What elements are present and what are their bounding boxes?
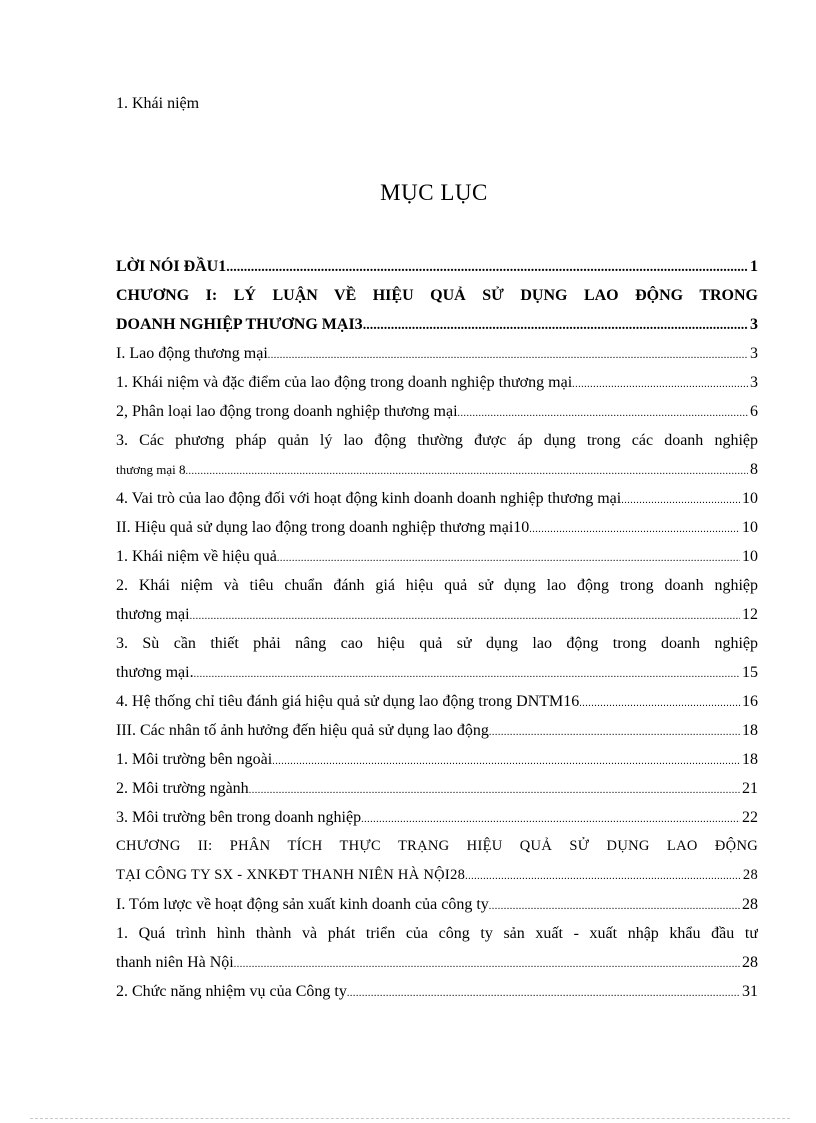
toc-entry[interactable]	[116, 977, 758, 1006]
toc-entry-page: 10	[742, 490, 758, 507]
toc-entry-text: CHƯƠNG II: PHÂN TÍCH THỰC TRẠNG HIỆU QUẢ SỬ DỤNG LAO ĐỘNG	[116, 838, 758, 854]
page-bottom-divider	[30, 1118, 790, 1119]
toc-entry[interactable]	[116, 310, 758, 339]
toc-entry-text: 4. Vai trò của lao động đối với hoạt động kinh doanh doanh nghiệp thương mại	[116, 490, 622, 507]
leader-dots	[489, 892, 740, 919]
toc-entry-page: 3	[750, 374, 758, 391]
toc-entry-text: 1. Quá trình hình thành và phát triển của công ty sản xuất - xuất nhập khẩu đầu tư	[116, 925, 758, 942]
leader-dots	[489, 718, 740, 745]
toc-entry-text: thương mại 8	[116, 462, 186, 477]
toc-entry-text: thanh niên Hà Nội	[116, 954, 234, 971]
toc-entry[interactable]	[116, 542, 758, 571]
toc-entry-text: 2. Môi trường ngành	[116, 780, 249, 797]
toc-entry-page: 28	[742, 954, 758, 971]
toc-entry-text: DOANH NGHIỆP THƯƠNG MẠI3	[116, 316, 363, 333]
leader-dots	[361, 805, 740, 832]
toc-entry[interactable]	[116, 571, 758, 600]
toc-entry-text: I. Lao động thương mại	[116, 345, 268, 362]
leader-dots	[249, 776, 740, 803]
toc-entry[interactable]	[116, 890, 758, 919]
leader-dots	[186, 457, 748, 484]
toc-entry-page: 22	[742, 809, 758, 826]
leader-dots	[347, 979, 740, 1006]
toc-entry[interactable]	[116, 455, 758, 484]
toc-entry-page: 31	[742, 983, 758, 1000]
toc-entry-text: 2. Khái niệm và tiêu chuẩn đánh giá hiệu quả sử dụng lao động trong doanh nghiệp	[116, 577, 758, 594]
toc-entry-page: 18	[742, 751, 758, 768]
toc-entry[interactable]	[116, 368, 758, 397]
leader-dots	[277, 544, 740, 571]
leader-dots	[268, 341, 748, 368]
leader-dots	[465, 862, 741, 890]
toc-entry-page: 1	[750, 258, 758, 275]
leader-dots	[572, 370, 748, 397]
toc-entry[interactable]	[116, 832, 758, 861]
toc-entry-page: 3	[750, 316, 758, 333]
toc-entry-text: 2. Chức năng nhiệm vụ của Công ty	[116, 983, 347, 1000]
toc-entry-text: III. Các nhân tố ảnh hưởng đến hiệu quả sử dụng lao động	[116, 722, 489, 739]
toc-entry[interactable]	[116, 629, 758, 658]
toc-entry[interactable]	[116, 919, 758, 948]
toc-entry-page: 28	[742, 867, 758, 883]
toc-entry-text: II. Hiệu quả sử dụng lao động trong doanh nghiệp thương mại10	[116, 519, 530, 536]
leader-dots	[226, 253, 748, 281]
toc-entry-page: 16	[742, 693, 758, 710]
leader-dots	[621, 486, 740, 513]
toc-entry-text: TẠI CÔNG TY SX - XNKĐT THANH NIÊN HÀ NỘI28	[116, 867, 466, 883]
toc-entry[interactable]	[116, 861, 758, 890]
toc-entry[interactable]	[116, 513, 758, 542]
toc-entry[interactable]	[116, 397, 758, 426]
leader-dots	[529, 515, 740, 542]
toc-entry-text: 3. Các phương pháp quản lý lao động thường được áp dụng trong các doanh nghiệp	[116, 432, 758, 449]
table-of-contents	[116, 252, 758, 1006]
toc-entry-page: 8	[750, 461, 758, 478]
toc-entry-page: 21	[742, 780, 758, 797]
toc-entry[interactable]	[116, 716, 758, 745]
toc-entry-text: I. Tóm lược về hoạt động sản xuất kinh doanh của công ty	[116, 896, 489, 913]
pre-heading: 1. Khái niệm	[116, 95, 200, 112]
toc-entry-page: 12	[742, 606, 758, 623]
toc-entry[interactable]	[116, 948, 758, 977]
leader-dots	[194, 660, 740, 687]
toc-entry-page: 10	[742, 548, 758, 565]
toc-entry[interactable]	[116, 600, 758, 629]
toc-entry-page: 3	[750, 345, 758, 362]
toc-entry[interactable]	[116, 484, 758, 513]
toc-entry[interactable]	[116, 339, 758, 368]
toc-entry-text: 2, Phân loại lao động trong doanh nghiệp thương mại	[116, 403, 458, 420]
toc-entry[interactable]	[116, 803, 758, 832]
toc-entry-page: 6	[750, 403, 758, 420]
toc-entry[interactable]	[116, 426, 758, 455]
toc-entry[interactable]	[116, 252, 758, 281]
toc-entry-text: 3. Sù cần thiết phải nâng cao hiệu quả sử dụng lao động trong doanh nghiệp	[116, 635, 758, 652]
toc-title: MỤC LỤC	[380, 180, 488, 205]
toc-entry-text: CHƯƠNG I: LÝ LUẬN VỀ HIỆU QUẢ SỬ DỤNG LAO ĐỘNG TRONG	[116, 287, 758, 304]
toc-entry-page: 15	[742, 664, 758, 681]
toc-entry[interactable]	[116, 281, 758, 310]
leader-dots	[458, 399, 748, 426]
toc-entry[interactable]	[116, 774, 758, 803]
toc-entry-page: 10	[742, 519, 758, 536]
toc-entry-text: thương mại.	[116, 664, 194, 681]
toc-entry-text: thương mại	[116, 606, 190, 623]
leader-dots	[579, 689, 740, 716]
leader-dots	[190, 602, 740, 629]
leader-dots	[234, 950, 740, 977]
toc-entry-text: 1. Khái niệm về hiệu quả	[116, 548, 277, 565]
toc-entry-text: 1. Khái niệm và đặc điểm của lao động trong doanh nghiệp thương mại	[116, 374, 573, 391]
toc-entry-text: 4. Hệ thống chỉ tiêu đánh giá hiệu quả sử dụng lao động trong DNTM16	[116, 693, 580, 710]
toc-entry[interactable]	[116, 658, 758, 687]
toc-entry-page: 28	[742, 896, 758, 913]
leader-dots	[272, 747, 740, 774]
toc-entry-text: LỜI NÓI ĐẦU1	[116, 258, 227, 275]
toc-entry[interactable]	[116, 687, 758, 716]
toc-entry[interactable]	[116, 745, 758, 774]
toc-entry-page: 18	[742, 722, 758, 739]
leader-dots	[363, 311, 748, 339]
toc-entry-text: 1. Môi trường bên ngoài	[116, 751, 273, 768]
toc-entry-text: 3. Môi trường bên trong doanh nghiệp	[116, 809, 362, 826]
